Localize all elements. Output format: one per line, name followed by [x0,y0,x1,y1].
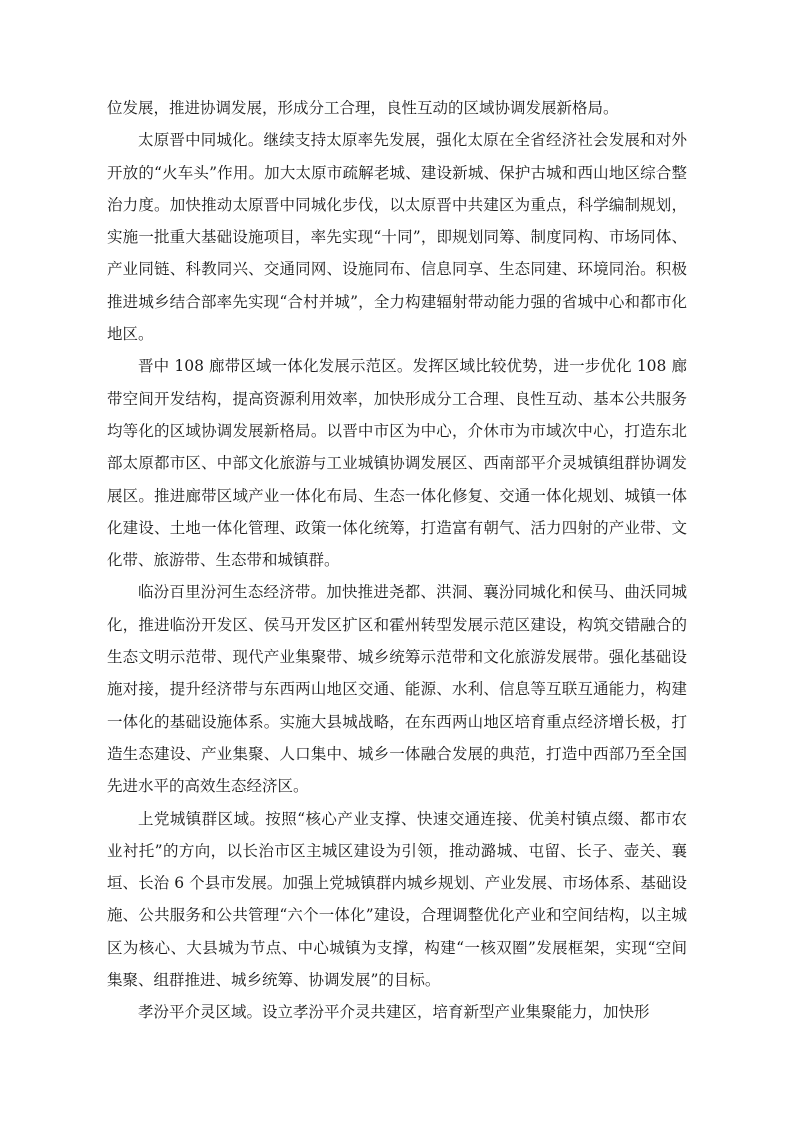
paragraph-xiaofen-pingjieling: 孝汾平介灵区域。设立孝汾平介灵共建区，培育新型产业集聚能力，加快形 [138,1003,650,1022]
paragraph-jinzhong-108-corridor: 晋中 108 廊带区域一体化发展示范区。发挥区域比较优势，进一步优化 108 廊带空间开发结构，提高资源利用效率，加快形成分工合理、良性互动、基本公共服务均等化的区域协调发展新格局。以晋中市区为中心，介休市为市域次中心，打造东北部太原都市区、中部文化旅游与工业城镇协调发展区、西南部平介灵城镇组群协调发展区。推进廊带区域产业一体化布局、生态一体化修复、交通一体化规划、城镇一体化建设、土地一体化管理、政策一体化统筹，打造富有朝气、活力四射的产业带、文化带、旅游带、生态带和城镇群。 [107,357,687,570]
paragraph-continuation: 位发展，推进协调发展，形成分工合理，良性互动的区域协调发展新格局。 [107,99,619,117]
paragraph-linfen-fenhe-belt: 临汾百里汾河生态经济带。加快推进尧都、洪洞、襄汾同城化和侯马、曲沃同城化，推进临汾开发区、侯马开发区扩区和霍州转型发展示范区建设，构筑交错融合的生态文明示范带、现代产业集聚带、城乡统筹示范带和文化旅游发展带。强化基础设施对接，提升经济带与东西两山地区交通、能源、水利、信息等互联互通能力，构建一体化的基础设施体系。实施大县城战略，在东西两山地区培育重点经济增长极，打造生态建设、产业集聚、人口集中、城乡一体融合发展的典范，打造中西部乃至全国先进水平的高效生态经济区。 [107,583,687,796]
paragraph-taiyuan-jinzhong: 太原晋中同城化。继续支持太原率先发展，强化太原在全省经济社会发展和对外开放的“火车头”作用。加大太原市疏解老城、建设新城、保护古城和西山地区综合整治力度。加快推动太原晋中同城化步伐，以太原晋中共建区为重点，科学编制规划，实施一批重大基础设施项目，率先实现“十同”，即规划同筹、制度同构、市场同体、产业同链、科教同兴、交通同网、设施同布、信息同享、生态同建、环境同治。积极推进城乡结合部率先实现“合村并城”，全力构建辐射带动能力强的省城中心和都市化地区。 [107,131,687,344]
document-page [107,92,687,1029]
paragraph-shangdang-towns: 上党城镇群区域。按照“核心产业支撑、快速交通连接、优美村镇点缀、都市农业衬托”的方向，以长治市区主城区建设为引领，推动潞城、屯留、长子、壶关、襄垣、长治 6 个县市发展。加强上党城镇群内城乡规划、产业发展、市场体系、基础设施、公共服务和公共管理“六个一体化”建设，合理调整优化产业和空间结构，以主城区为核心、大县城为节点、中心城镇为支撑，构建“一核双圈”发展框架，实现“空间集聚、组群推进、城乡统筹、协调发展”的目标。 [107,809,687,990]
